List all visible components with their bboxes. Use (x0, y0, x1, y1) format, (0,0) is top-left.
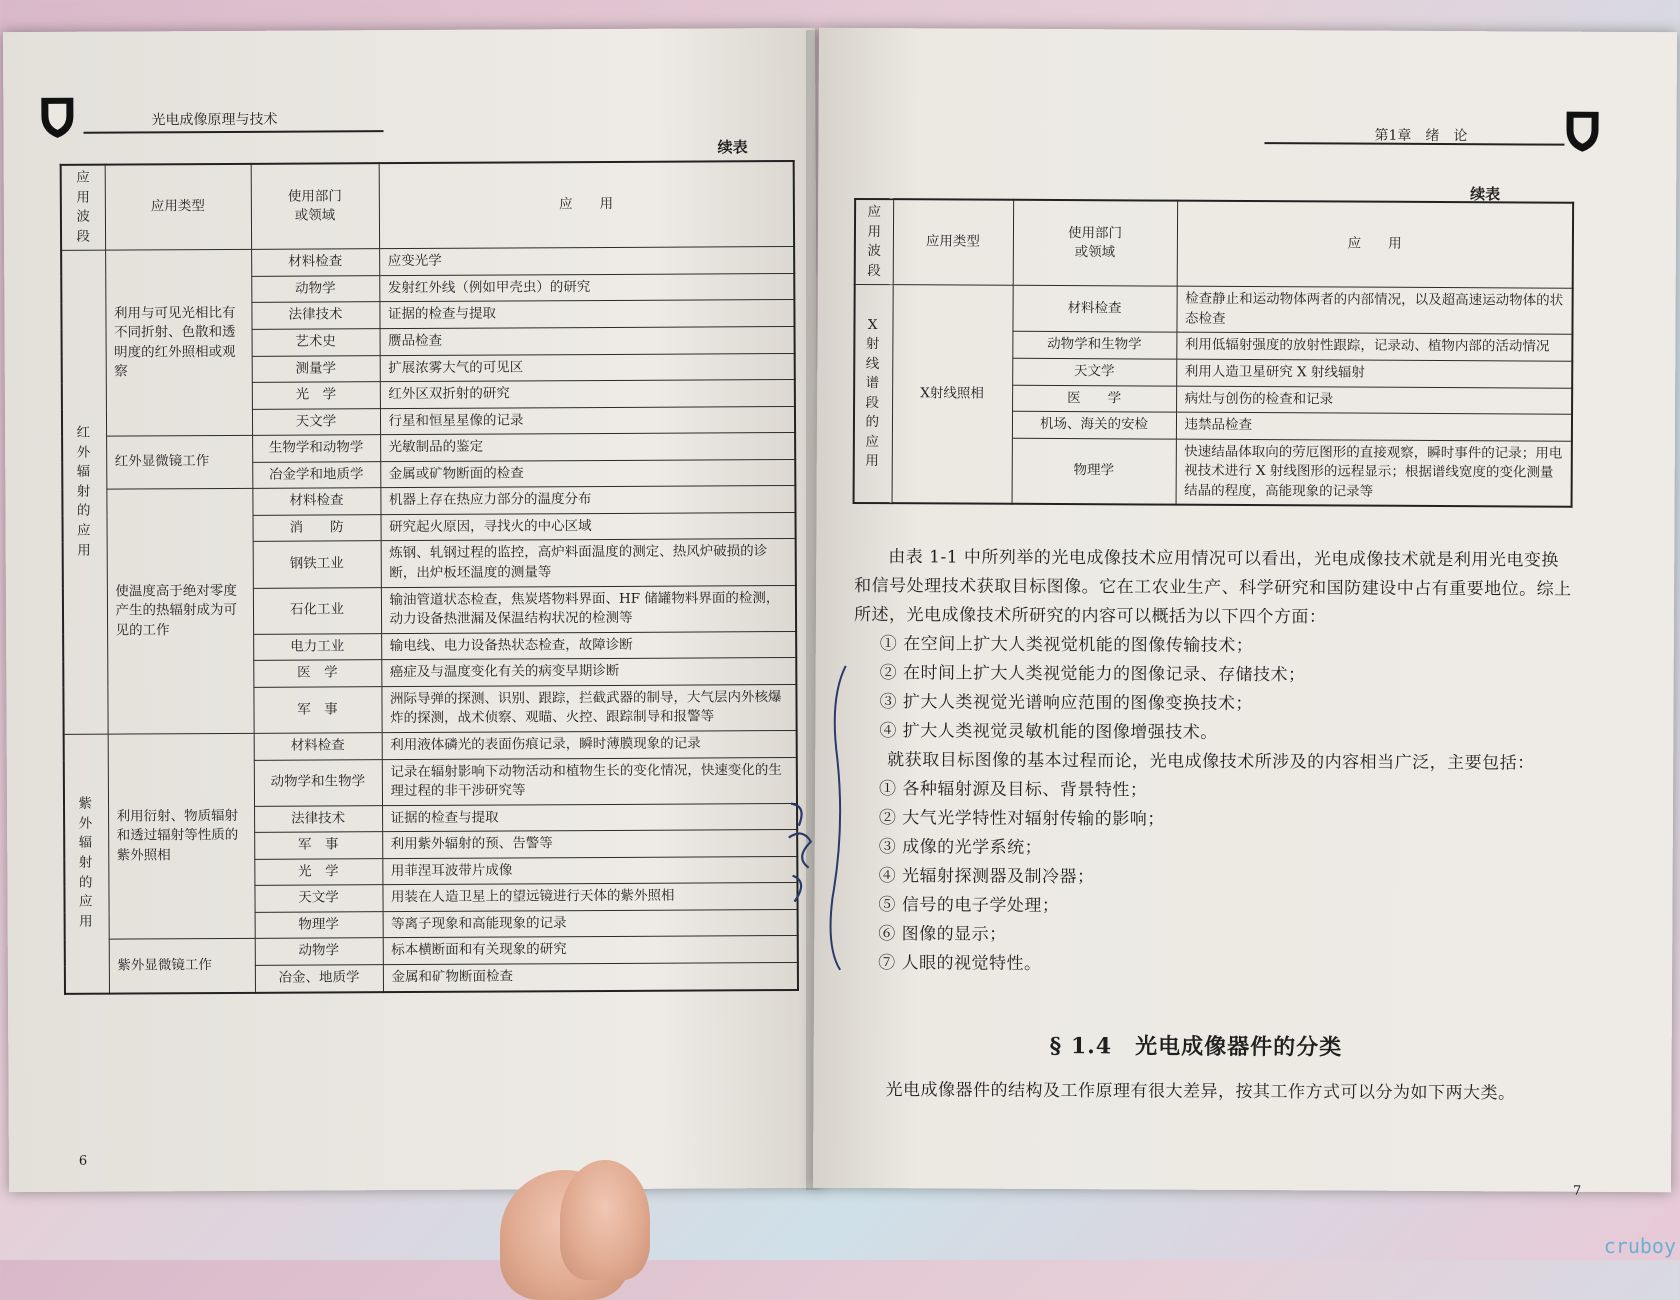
list-item: ① 在空间上扩大人类视觉机能的图像传输技术； (879, 634, 1254, 657)
department-cell: 材料检查 (251, 249, 379, 276)
application-cell: 金属或矿物断面的检查 (380, 459, 795, 488)
left-page (3, 28, 821, 1192)
department-cell: 测量学 (252, 355, 380, 382)
application-cell: 光敏制品的鉴定 (380, 433, 795, 462)
department-cell: 动物学 (251, 275, 379, 302)
running-head: 第1章 绪 论 (1374, 127, 1468, 145)
department-cell: 石化工业 (253, 587, 381, 634)
application-cell: 快速结晶体取向的劳厄图形的直接观察，瞬时事件的记录；用电视技术进行 X 射线图形的远程显示；根据谱线宽度的变化测量结晶的程度，高能现象的记录等 (1176, 439, 1572, 507)
application-type-cell: 利用与可见光相比有不同折射、色散和透明度的红外照相或观察 (105, 250, 252, 437)
list-item: ③ 成像的光学系统； (878, 837, 1043, 858)
department-cell: 医 学 (1012, 385, 1176, 412)
paragraph: 光电成像器件的结构及工作原理有很大差异，按其工作方式可以分为如下两大类。 (885, 1080, 1516, 1104)
department-cell: 动物学和生物学 (1012, 332, 1176, 359)
application-type-cell: 紫外显微镜工作 (109, 939, 255, 993)
running-head: 光电成像原理与技术 (151, 111, 278, 129)
application-cell: 利用紫外辐射的预、告警等 (382, 830, 797, 859)
applications-table-left (60, 160, 799, 994)
list-item: ② 大气光学特性对辐射传输的影响； (878, 808, 1165, 830)
finger (560, 1160, 650, 1280)
application-cell: 扩展浓雾大气的可见区 (380, 353, 795, 382)
band-cell: 紫 外 辐 射 的 应 用 (64, 734, 109, 993)
application-cell: 输电线、电力设备热状态检查，故障诊断 (381, 631, 796, 660)
department-cell: 艺术史 (252, 329, 380, 356)
application-cell: 赝品检查 (380, 326, 795, 355)
application-cell: 金属和矿物断面检查 (383, 962, 798, 991)
department-cell: 生物学和动物学 (252, 435, 380, 462)
department-cell: 物理学 (1012, 438, 1176, 505)
department-cell: 钢铁工业 (253, 541, 381, 588)
department-cell: 天文学 (1012, 358, 1176, 385)
department-cell: 电力工业 (253, 633, 381, 660)
application-cell: 证据的检查与提取 (382, 803, 797, 832)
department-cell: 冶金学和地质学 (252, 461, 380, 488)
application-type-cell: X射线照相 (892, 285, 1013, 504)
department-cell: 军 事 (254, 832, 382, 859)
list-item: ⑦ 人眼的视觉特性。 (878, 953, 1042, 974)
department-cell: 材料检查 (252, 488, 380, 515)
application-cell: 输油管道状态检查，焦炭塔物料界面、HF 储罐物料界面的检测，动力设备热泄漏及保温结构状况的检测等 (381, 585, 796, 633)
page-number: 7 (1572, 1183, 1582, 1199)
table-row (65, 936, 798, 966)
continued-label: 续表 (717, 138, 748, 157)
department-cell: 机场、海关的安检 (1012, 411, 1176, 438)
application-cell: 检查静止和运动物体两者的内部情况，以及超高速运动物体的状态检查 (1176, 286, 1572, 334)
department-cell: 消 防 (253, 515, 381, 542)
table-row (61, 247, 794, 277)
section-heading: § 1.4 光电成像器件的分类 (1049, 1032, 1343, 1061)
column-header: 使用部门 或领域 (251, 163, 379, 249)
list-item: ① 各种辐射源及目标、背景特性； (879, 779, 1148, 801)
department-cell: 动物学 (255, 938, 383, 965)
department-cell: 军 事 (253, 686, 381, 733)
application-cell: 违禁品检查 (1176, 412, 1572, 441)
shield-logo-icon (37, 94, 77, 140)
application-cell: 利用人造卫星研究 X 射线辐射 (1176, 359, 1572, 388)
column-header: 应 用 (379, 161, 794, 249)
shield-logo-icon (1562, 108, 1602, 154)
table-row (62, 433, 795, 463)
list-item: ② 在时间上扩大人类视觉能力的图像记录、存储技术； (879, 663, 1306, 686)
application-cell: 记录在辐射影响下动物活动和植物生长的变化情况，快速变化的生理过程的非干涉研究等 (382, 757, 797, 805)
content-list (852, 775, 1573, 982)
department-cell: 天文学 (252, 408, 380, 435)
column-header: 应用 波段 (61, 165, 105, 251)
table-row (64, 730, 797, 760)
department-cell: 动物学和生物学 (254, 759, 382, 806)
list-item: ③ 扩大人类视觉光谱响应范围的图像变换技术； (879, 692, 1253, 715)
application-cell: 机器上存在热应力部分的温度分布 (380, 486, 795, 515)
column-header: 应用类型 (105, 164, 251, 251)
department-cell: 天文学 (254, 885, 382, 912)
continued-label: 续表 (1470, 185, 1501, 204)
table-header-row (61, 161, 794, 251)
application-cell: 炼钢、轧钢过程的监控，高炉料面温度的测定、热风炉破损的诊断，出炉板坯温度的测量等 (381, 539, 796, 587)
application-cell: 利用液体磷光的表面伤痕记录，瞬时薄膜现象的记录 (382, 730, 797, 759)
list-item: ⑥ 图像的显示； (878, 924, 1007, 945)
department-cell: 物理学 (255, 912, 383, 939)
head-rule (83, 130, 383, 134)
column-header: 使用部门 或领域 (1013, 200, 1177, 287)
application-cell: 用装在人造卫星上的望远镜进行天体的紫外照相 (382, 883, 797, 912)
column-header: 应 用 (1177, 201, 1573, 289)
handwritten-bracket (814, 658, 856, 978)
table-row (62, 486, 795, 516)
table-header-row (855, 199, 1573, 289)
paragraph: 就获取目标图像的基本过程而论，光电成像技术所涉及的内容相当广泛，主要包括： (887, 750, 1535, 774)
department-cell: 法律技术 (254, 805, 382, 832)
list-item: ④ 光辐射探测器及制冷器； (878, 866, 1095, 888)
application-cell: 癌症及与温度变化有关的病变早期诊断 (381, 658, 796, 687)
application-type-cell: 利用衍射、物质辐射和透过辐射等性质的紫外照相 (108, 733, 255, 939)
department-cell: 材料检查 (1012, 286, 1176, 333)
column-header: 应用 波段 (855, 199, 893, 285)
department-cell: 材料检查 (254, 733, 382, 760)
band-cell: 红 外 辐 射 的 应 用 (61, 250, 108, 734)
body-text (852, 543, 1574, 982)
department-cell: 冶金、地质学 (255, 965, 383, 993)
application-cell: 证据的检查与提取 (379, 300, 794, 329)
table-row (854, 285, 1572, 335)
department-cell: 医 学 (253, 660, 381, 687)
paragraph: 由表 1-1 中所列举的光电成像技术应用情况可以看出，光电成像技术就是利用光电变换和信号处理技术获取目标图像。它在工农业生产、科学研究和国防建设中占有重要地位。综上所述，光电成像技术所研究的内容可以概括为以下四个方面： (853, 547, 1572, 628)
application-type-cell: 红外显微镜工作 (106, 436, 252, 490)
content-list (853, 630, 1574, 750)
application-cell: 利用低辐射强度的放射性跟踪，记录动、植物内部的活动情况 (1176, 333, 1572, 362)
application-cell: 研究起火原因，寻找火的中心区域 (380, 512, 795, 541)
page-number: 6 (78, 1153, 88, 1169)
application-type-cell: 使温度高于绝对零度产生的热辐射成为可见的工作 (106, 489, 253, 734)
right-page (813, 28, 1677, 1199)
application-cell: 红外区双折射的研究 (380, 380, 795, 409)
list-item: ⑤ 信号的电子学处理； (878, 895, 1060, 917)
list-item: ④ 扩大人类视觉灵敏机能的图像增强技术。 (879, 721, 1218, 743)
application-cell: 等离子现象和高能现象的记录 (383, 909, 798, 938)
application-cell: 发射红外线（例如甲壳虫）的研究 (379, 273, 794, 302)
department-cell: 光 学 (254, 858, 382, 885)
column-header: 应用类型 (893, 199, 1013, 285)
band-cell: X 射 线 谱 段 的 应 用 (854, 285, 893, 504)
application-cell: 用菲涅耳波带片成像 (382, 856, 797, 885)
watermark: cruboy (1603, 1234, 1676, 1258)
department-cell: 法律技术 (251, 302, 379, 329)
department-cell: 光 学 (252, 382, 380, 409)
application-cell: 标本横断面和有关现象的研究 (383, 936, 798, 965)
application-cell: 应变光学 (379, 247, 794, 276)
application-cell: 洲际导弹的探测、识别、跟踪，拦截武器的制导，大气层内外核爆炸的探测，战术侦察、观瞄、火控、跟踪制导和报警等 (381, 684, 796, 732)
applications-table-right (853, 198, 1575, 508)
application-cell: 病灶与创伤的检查和记录 (1176, 386, 1572, 415)
application-cell: 行星和恒星星像的记录 (380, 406, 795, 435)
